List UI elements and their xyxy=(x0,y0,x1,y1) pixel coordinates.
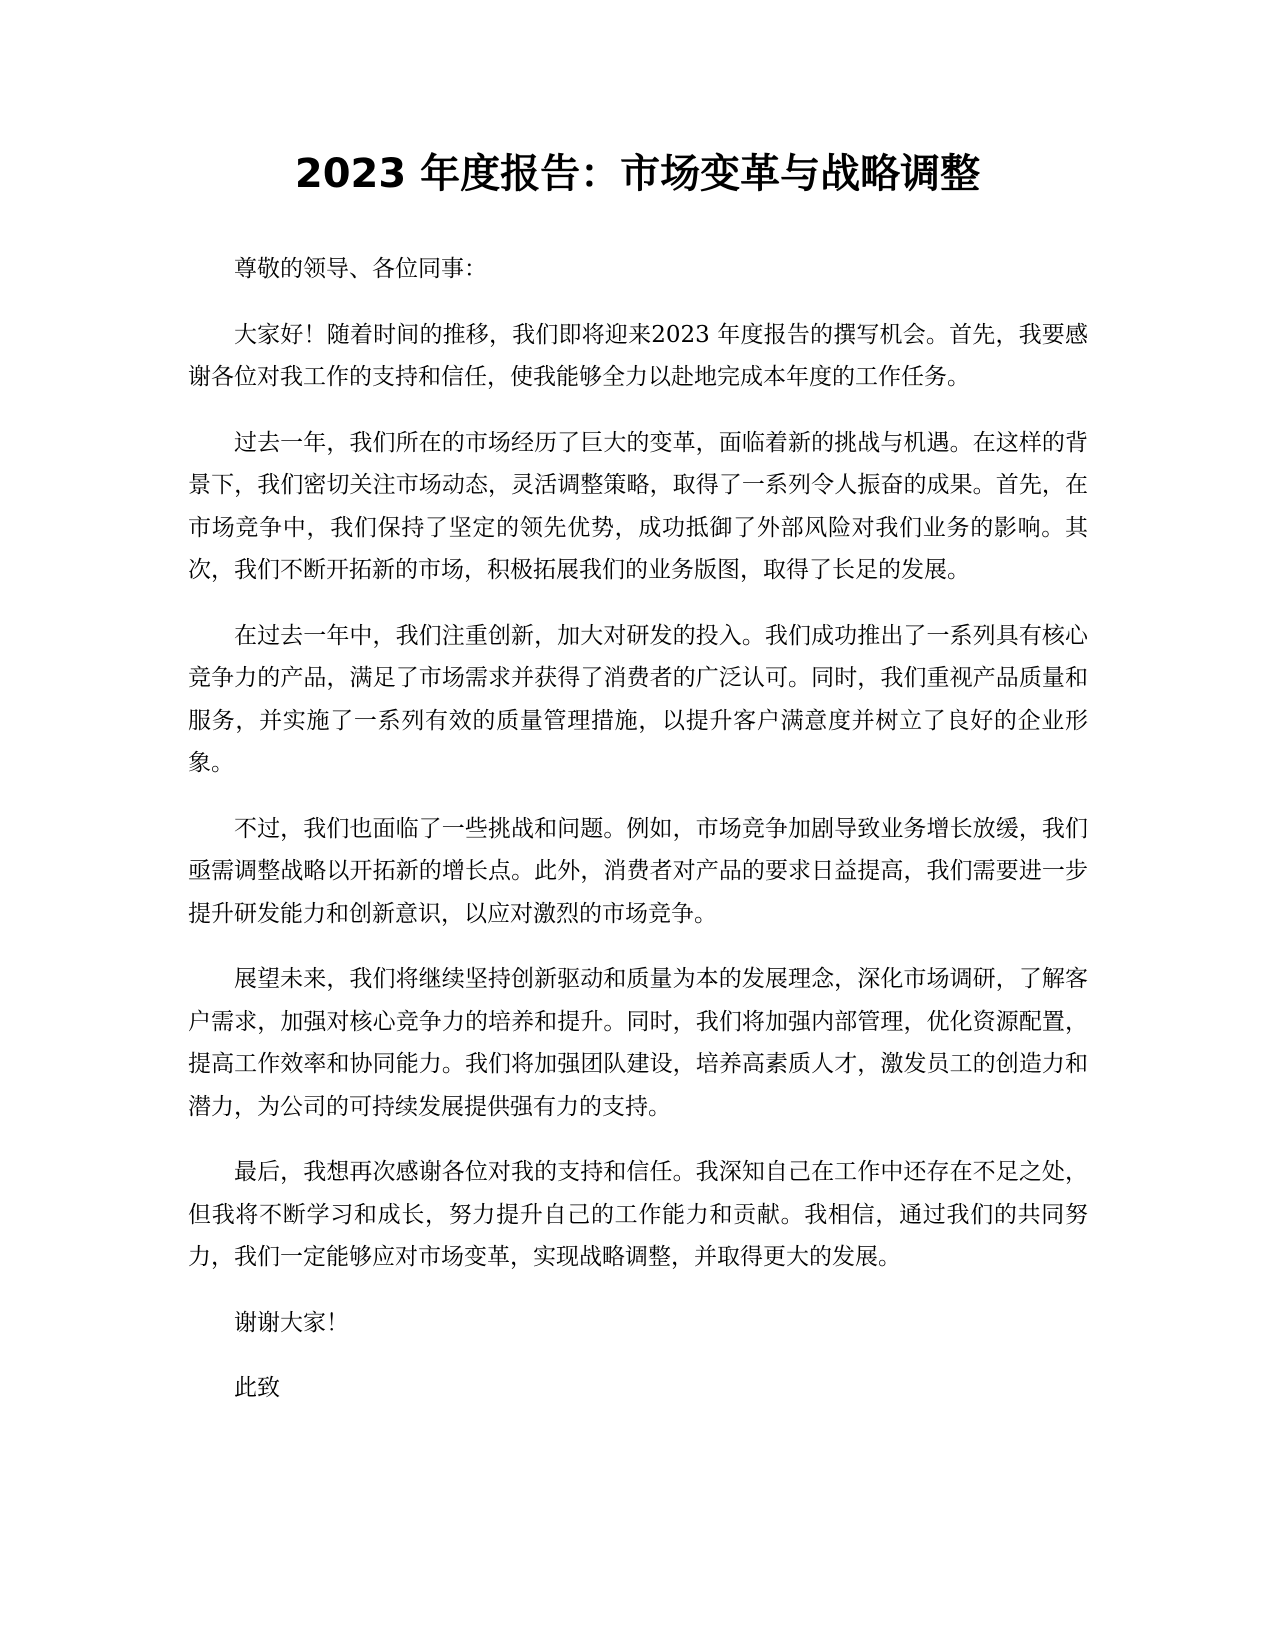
closing-line: 此致 xyxy=(234,1375,280,1401)
paragraph-greeting: 大家好！随着时间的推移，我们即将迎来2023 年度报告的撰写机会。首先，我要感谢各位对我工作的支持和信任，使我能够全力以赴地完成本年度的工作任务。 xyxy=(188,321,1088,390)
document-body xyxy=(188,248,1088,1433)
paragraph-closing-thanks: 最后，我想再次感谢各位对我的支持和信任。我深知自己在工作中还存在不足之处，但我将不断学习和成长，努力提升自己的工作能力和贡献。我相信，通过我们的共同努力，我们一定能够应对市场变革，实现战略调整，并取得更大的发展。 xyxy=(188,1159,1088,1270)
paragraph-outlook: 展望未来，我们将继续坚持创新驱动和质量为本的发展理念，深化市场调研，了解客户需求，加强对核心竞争力的培养和提升。同时，我们将加强内部管理，优化资源配置，提高工作效率和协同能力。我们将加强团队建设，培养高素质人才，激发员工的创造力和潜力，为公司的可持续发展提供强有力的支持。 xyxy=(188,966,1088,1120)
thanks-line: 谢谢大家！ xyxy=(234,1309,349,1336)
paragraph-market-review: 过去一年，我们所在的市场经历了巨大的变革，面临着新的挑战与机遇。在这样的背景下，我们密切关注市场动态，灵活调整策略，取得了一系列令人振奋的成果。首先，在市场竞争中，我们保持了坚定的领先优势，成功抵御了外部风险对我们业务的影响。其次，我们不断开拓新的市场，积极拓展我们的业务版图，取得了长足的发展。 xyxy=(188,429,1088,583)
paragraph-innovation: 在过去一年中，我们注重创新，加大对研发的投入。我们成功推出了一系列具有核心竞争力的产品，满足了市场需求并获得了消费者的广泛认可。同时，我们重视产品质量和服务，并实施了一系列有效的质量管理措施，以提升客户满意度并树立了良好的企业形象。 xyxy=(188,622,1088,776)
paragraph-challenges: 不过，我们也面临了一些挑战和问题。例如，市场竞争加剧导致业务增长放缓，我们亟需调整战略以开拓新的增长点。此外，消费者对产品的要求日益提高，我们需要进一步提升研发能力和创新意识，以应对激烈的市场竞争。 xyxy=(188,815,1088,927)
salutation: 尊敬的领导、各位同事： xyxy=(234,256,487,282)
document-title: 2023 年度报告：市场变革与战略调整 xyxy=(294,151,981,197)
